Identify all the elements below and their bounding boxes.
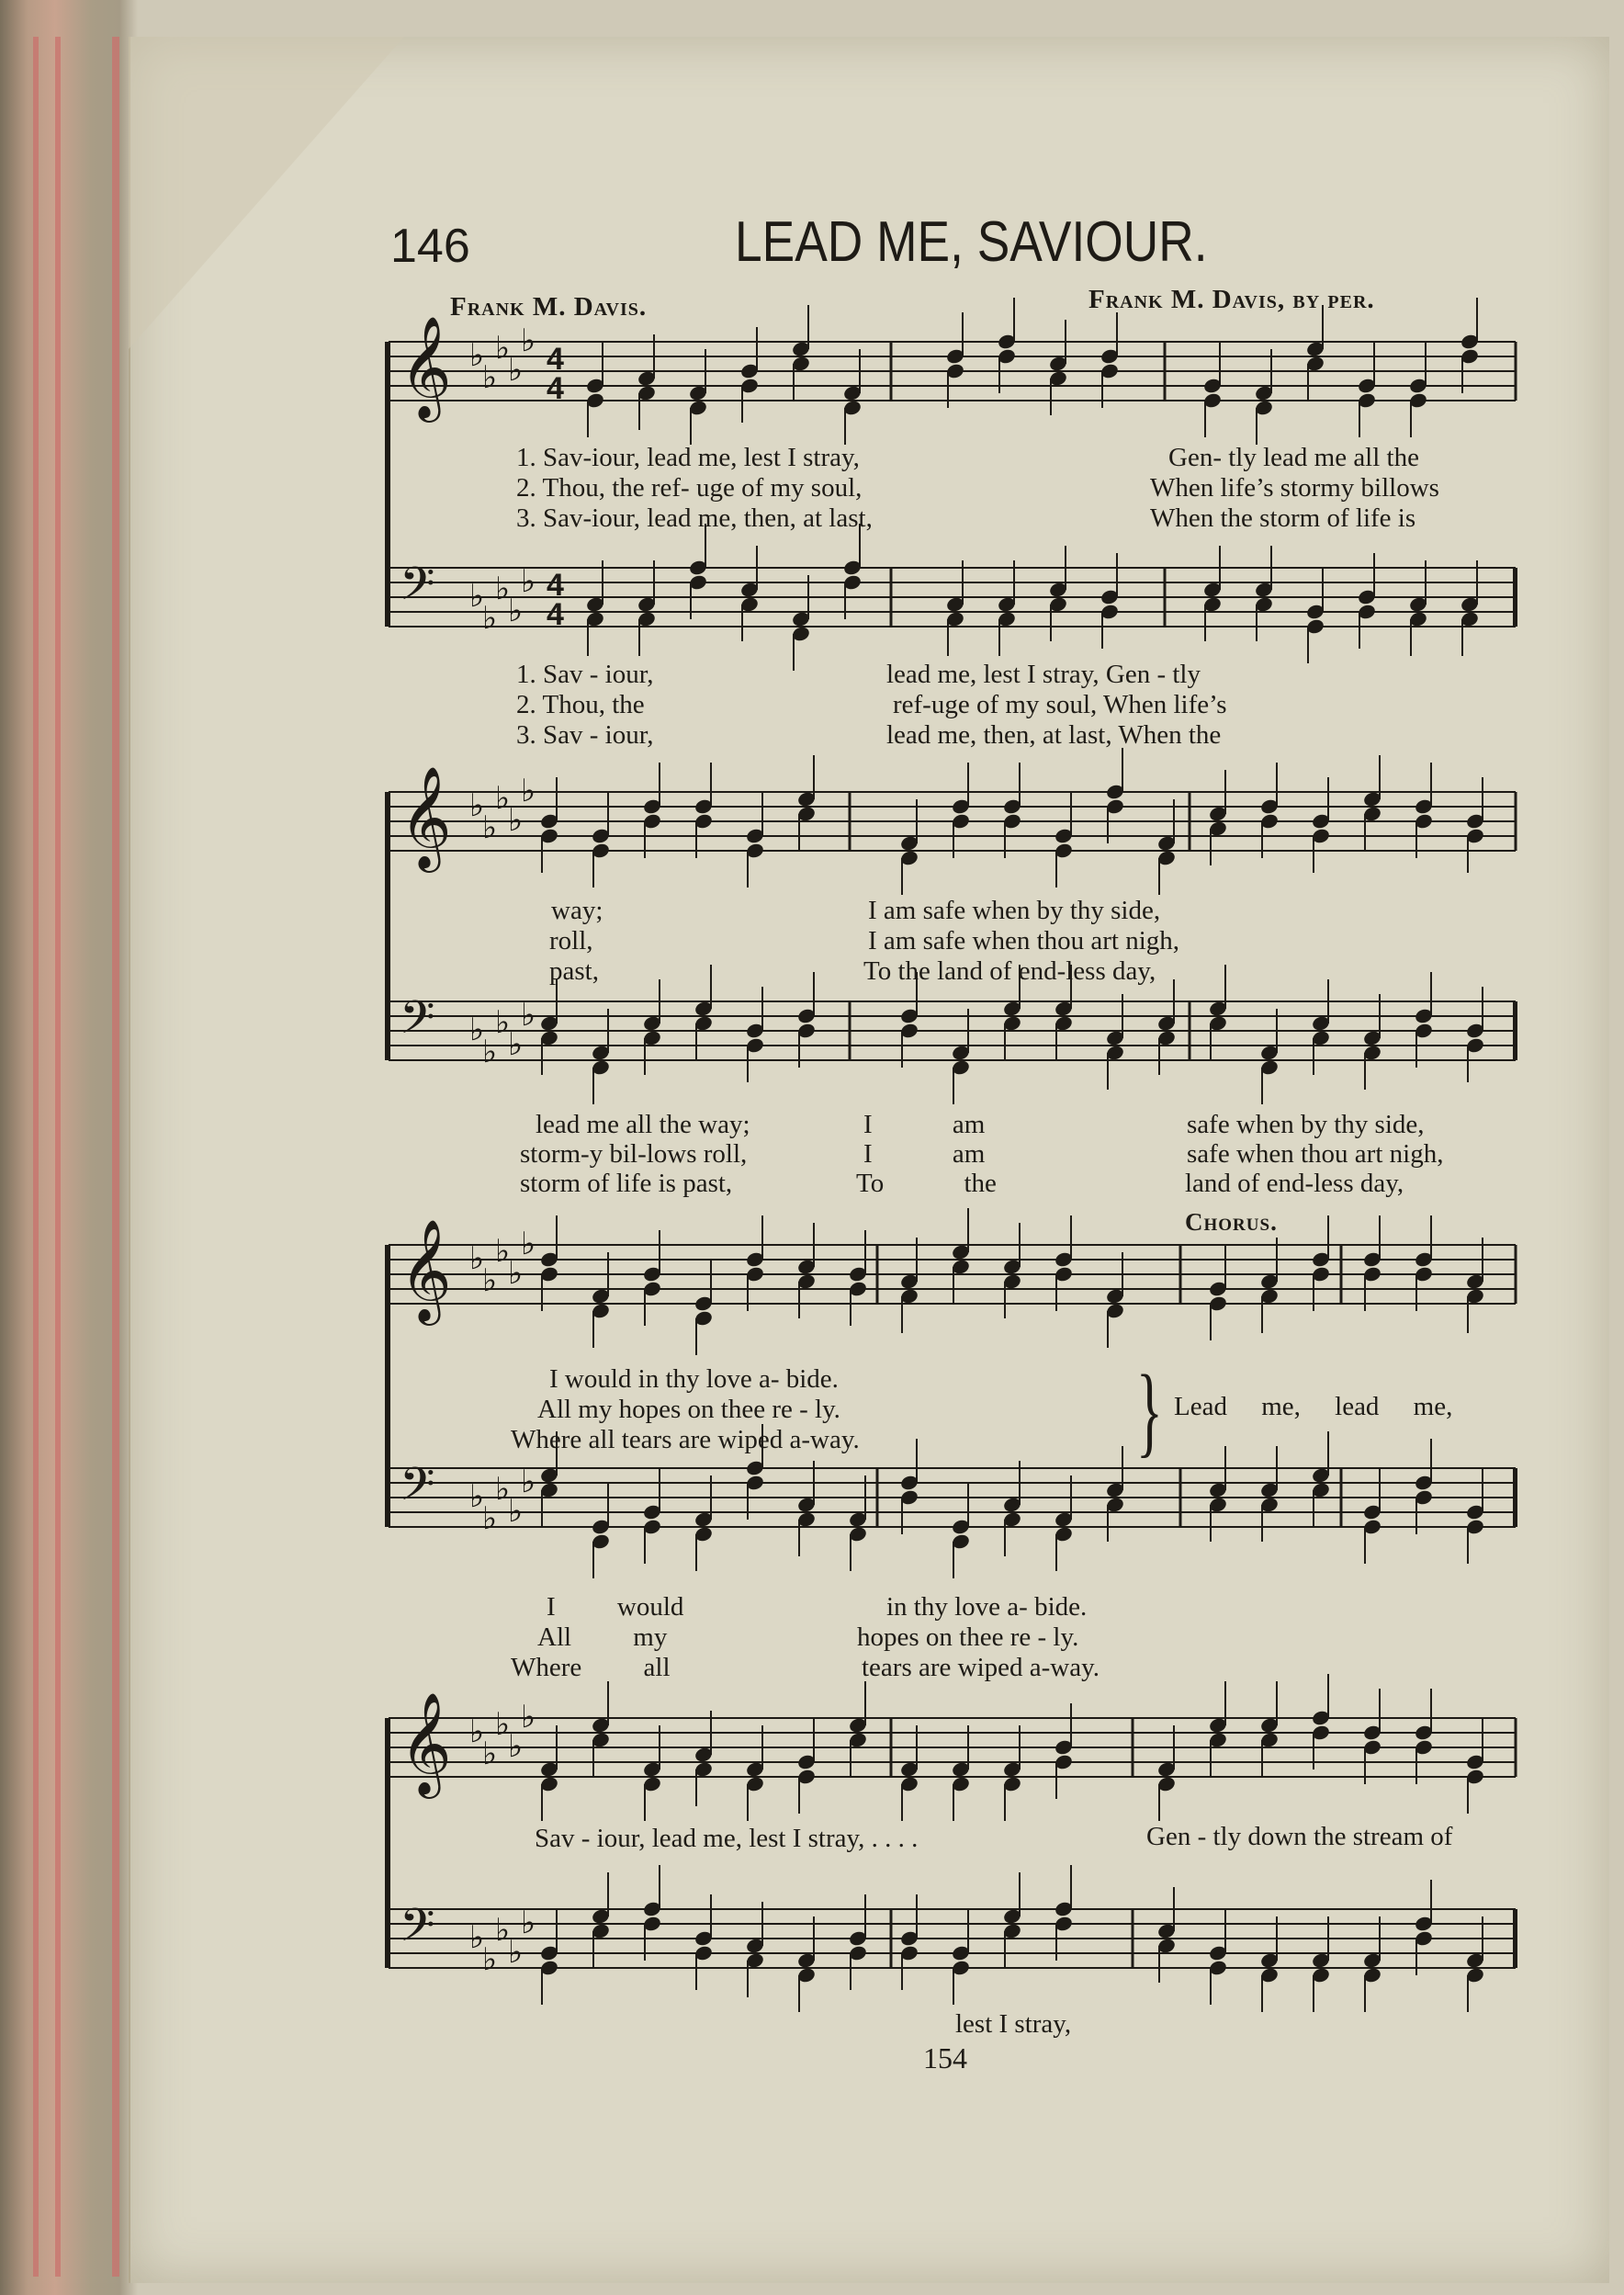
clef-icon: 𝄢: [400, 558, 435, 622]
flat-icon: ♭: [469, 1713, 485, 1750]
flat-icon: ♭: [495, 1912, 511, 1949]
lyric-s4-bass: lest I stray,: [955, 2009, 1072, 2039]
lyric-s4-treble: Sav - iour, lead me, lest I stray, . . . .: [535, 1824, 919, 1853]
lyric-s2-treble-b: To the land of end-less day,: [863, 956, 1156, 986]
lyric-s2-bass-c: land of end-less day,: [1185, 1169, 1404, 1198]
flat-icon: ♭: [482, 1034, 498, 1070]
final-barline: [1513, 1468, 1517, 1527]
flat-icon: ♭: [469, 1240, 485, 1277]
lyric-s2-treble-b: I am safe when thou art nigh,: [868, 926, 1180, 955]
final-barline: [1513, 1909, 1517, 1968]
lyric-s2-bass-b: I am: [863, 1110, 986, 1139]
flat-icon: ♭: [469, 337, 485, 374]
verse-brace: }: [1135, 1354, 1163, 1466]
flat-icon: ♭: [521, 997, 536, 1034]
flat-icon: ♭: [521, 1226, 536, 1262]
flat-icon: ♭: [495, 780, 511, 817]
lyric-s2-bass-a: storm-y bil-lows roll,: [520, 1139, 748, 1169]
flat-icon: ♭: [508, 1934, 524, 1971]
lyric-verse3-treble: 3. Sav-iour, lead me, then, at last,: [516, 503, 873, 533]
lyric-s3-bass-a: I would: [547, 1592, 684, 1622]
flat-icon: ♭: [482, 809, 498, 846]
lyric-s2-bass-c: safe when thou art nigh,: [1187, 1139, 1444, 1169]
lyric-s3-treble: Where all tears are wiped a-way.: [511, 1425, 860, 1454]
clef-icon: 𝄞: [400, 315, 452, 418]
flat-icon: ♭: [508, 593, 524, 629]
flat-icon: ♭: [521, 1699, 536, 1735]
flat-icon: ♭: [521, 563, 536, 600]
flat-icon: ♭: [508, 1255, 524, 1292]
lyric-verse2-treble: 2. Thou, the ref- uge of my soul,: [516, 473, 863, 503]
lyric-verse2-treble-end: When life’s stormy billows: [1150, 473, 1439, 503]
lyric-verse2-bass: 2. Thou, the: [516, 690, 645, 719]
time-signature: 4: [547, 597, 564, 632]
lyric-s2-bass-b: I am: [863, 1139, 986, 1169]
flat-icon: ♭: [495, 1706, 511, 1743]
clef-icon: 𝄢: [400, 991, 435, 1056]
flat-icon: ♭: [508, 1026, 524, 1063]
lyric-verse3-treble-end: When the storm of life is: [1150, 503, 1416, 533]
clef-icon: 𝄢: [400, 1899, 435, 1963]
lyric-verse2-bass-b: ref-uge of my soul, When life’s: [893, 690, 1227, 719]
time-signature: 4: [547, 371, 564, 406]
flat-icon: ♭: [521, 322, 536, 359]
words-credit: Frank M. Davis.: [450, 292, 648, 322]
flat-icon: ♭: [508, 802, 524, 839]
lyric-s3-bass-a: Where all: [511, 1653, 671, 1682]
clef-icon: 𝄢: [400, 1458, 435, 1522]
flat-icon: ♭: [482, 1941, 498, 1978]
music-credit: Frank M. Davis, by per.: [1088, 285, 1375, 314]
time-signature: 4: [547, 568, 564, 603]
lyric-s3-treble: I would in thy love a- bide.: [549, 1364, 839, 1394]
flat-icon: ♭: [469, 787, 485, 824]
lyric-verse3-bass: 3. Sav - iour,: [516, 720, 654, 750]
flat-icon: ♭: [482, 1735, 498, 1772]
system-bracket: [385, 792, 390, 1060]
lyric-s2-treble-a: roll,: [549, 926, 593, 955]
lyric-s3-bass-b: hopes on thee re - ly.: [857, 1622, 1079, 1652]
lyric-verse1-treble-end: Gen- tly lead me all the: [1168, 443, 1419, 472]
system-bracket: [385, 342, 390, 627]
system-bracket: [385, 1718, 390, 1968]
hymn-title: LEAD ME, SAVIOUR.: [735, 210, 1208, 274]
page-number: 154: [923, 2041, 967, 2075]
clef-icon: 𝄞: [400, 1691, 452, 1794]
lyric-s2-bass-a: lead me all the way;: [536, 1110, 750, 1139]
flat-icon: ♭: [495, 571, 511, 607]
lyric-s3-bass-b: tears are wiped a-way.: [862, 1653, 1100, 1682]
lyric-s2-treble-a: past,: [549, 956, 599, 986]
flat-icon: ♭: [495, 1004, 511, 1041]
lyric-verse1-bass-b: lead me, lest I stray, Gen - tly: [886, 660, 1201, 689]
hymn-number: 146: [390, 220, 470, 273]
lyric-s2-treble-b: I am safe when by thy side,: [868, 896, 1161, 925]
final-barline: [1513, 1001, 1517, 1060]
flat-icon: ♭: [495, 1471, 511, 1508]
flat-icon: ♭: [508, 1493, 524, 1530]
lyric-s2-bass-b: To the: [856, 1169, 997, 1198]
lyric-verse1-treble: 1. Sav-iour, lead me, lest I stray,: [516, 443, 860, 472]
flat-icon: ♭: [521, 1464, 536, 1500]
flat-icon: ♭: [521, 1905, 536, 1941]
flat-icon: ♭: [495, 1233, 511, 1270]
final-barline: [1513, 568, 1517, 627]
lyric-verse1-bass: 1. Sav - iour,: [516, 660, 654, 689]
lyric-s3-bass-a: All my: [537, 1622, 668, 1652]
flat-icon: ♭: [482, 1262, 498, 1299]
lyric-chorus: Lead me, lead me,: [1174, 1392, 1453, 1421]
flat-icon: ♭: [482, 1500, 498, 1537]
lyric-verse3-bass-b: lead me, then, at last, When the: [886, 720, 1222, 750]
system-bracket: [385, 1245, 390, 1527]
flat-icon: ♭: [469, 578, 485, 615]
lyric-s4-treble-end: Gen - tly down the stream of: [1146, 1822, 1453, 1851]
flat-icon: ♭: [469, 1919, 485, 1956]
flat-icon: ♭: [521, 773, 536, 809]
flat-icon: ♭: [482, 600, 498, 637]
flat-icon: ♭: [508, 352, 524, 389]
lyric-s3-bass-b: in thy love a- bide.: [886, 1592, 1088, 1622]
chorus-label: Chorus.: [1185, 1208, 1278, 1236]
flat-icon: ♭: [495, 330, 511, 367]
flat-icon: ♭: [469, 1012, 485, 1048]
lyric-s2-bass-c: safe when by thy side,: [1187, 1110, 1425, 1139]
clef-icon: 𝄞: [400, 1218, 452, 1321]
clef-icon: 𝄞: [400, 765, 452, 868]
lyric-s2-bass-a: storm of life is past,: [520, 1169, 733, 1198]
lyric-s2-treble-a: way;: [551, 896, 603, 925]
flat-icon: ♭: [482, 359, 498, 396]
flat-icon: ♭: [469, 1478, 485, 1515]
flat-icon: ♭: [508, 1728, 524, 1765]
lyric-s3-treble: All my hopes on thee re - ly.: [537, 1395, 840, 1424]
time-signature: 4: [547, 342, 564, 377]
